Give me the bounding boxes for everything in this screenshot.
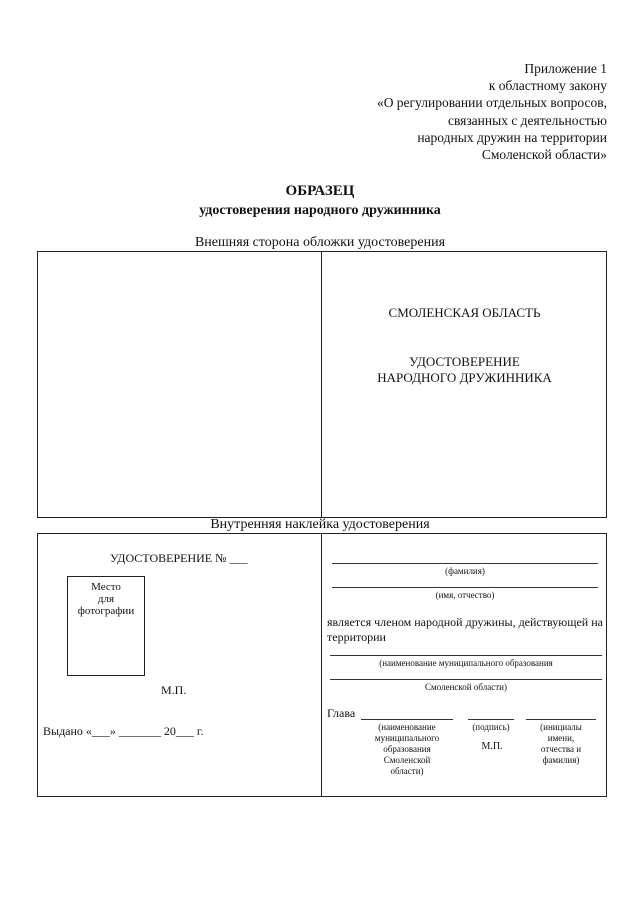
cover-doc-line2: НАРОДНОГО ДРУЖИННИКА [377,370,552,385]
document-title: ОБРАЗЕЦ [285,183,355,199]
signature-line [468,719,514,720]
region-hint: Смоленской области) [425,682,507,692]
municipality-line [330,655,602,656]
initials-line [526,719,596,720]
hint-line: муниципального [374,733,440,743]
appendix-line: к областному закону [488,78,607,94]
surname-line [332,563,598,564]
name-line [332,587,598,588]
hint-line: Смоленской [383,755,431,765]
photo-label: Место [91,581,121,593]
name-hint: (имя, отчество) [435,590,495,600]
stamp-place-right: М.П. [481,741,503,752]
region-label: СМОЛЕНСКАЯ ОБЛАСТЬ [388,305,541,320]
appendix-line: «О регулировании отдельных вопросов, [376,95,607,111]
region-line [330,679,602,680]
head-label: Глава [327,706,356,720]
inner-sticker-fold [321,533,322,797]
inner-sticker-caption: Внутренняя наклейка удостоверения [210,517,430,532]
head-title-hint [352,722,462,777]
appendix-line: Приложение 1 [524,61,607,76]
issue-date: Выдано «___» _______ 20___ г. [43,724,204,738]
photo-label: для [97,593,115,605]
hint-line: имени, [547,733,575,743]
certificate-number: УДОСТОВЕРЕНИЕ № ___ [110,551,248,565]
initials-hint [522,722,600,766]
stamp-place-left: М.П. [161,683,187,697]
appendix-line: народных дружин на территории [417,129,607,145]
hint-line: (наименование [378,722,436,732]
hint-line: образования [383,744,431,754]
hint-line: (инициалы [540,722,582,732]
appendix-line: связанных с деятельностью [447,112,607,128]
photo-placeholder [67,576,145,676]
signature-hint: (подпись) [472,722,510,732]
outer-cover-caption: Внешняя сторона обложки удостоверения [194,235,446,250]
head-title-line [361,719,453,720]
appendix-header [377,60,607,163]
member-text: является членом народной дружины, действующей на территории [327,615,603,644]
surname-hint: (фамилия) [445,566,485,576]
photo-label: фотографии [77,605,135,617]
cover-doc-line1: УДОСТОВЕРЕНИЕ [409,354,520,369]
appendix-line: Смоленской области» [481,147,607,163]
hint-line: отчества и [540,744,582,754]
hint-line: фамилия) [542,755,580,765]
document-subtitle: удостоверения народного дружинника [199,203,441,218]
municipality-hint: (наименование муниципального образования [379,658,553,668]
hint-line: области) [390,766,424,776]
